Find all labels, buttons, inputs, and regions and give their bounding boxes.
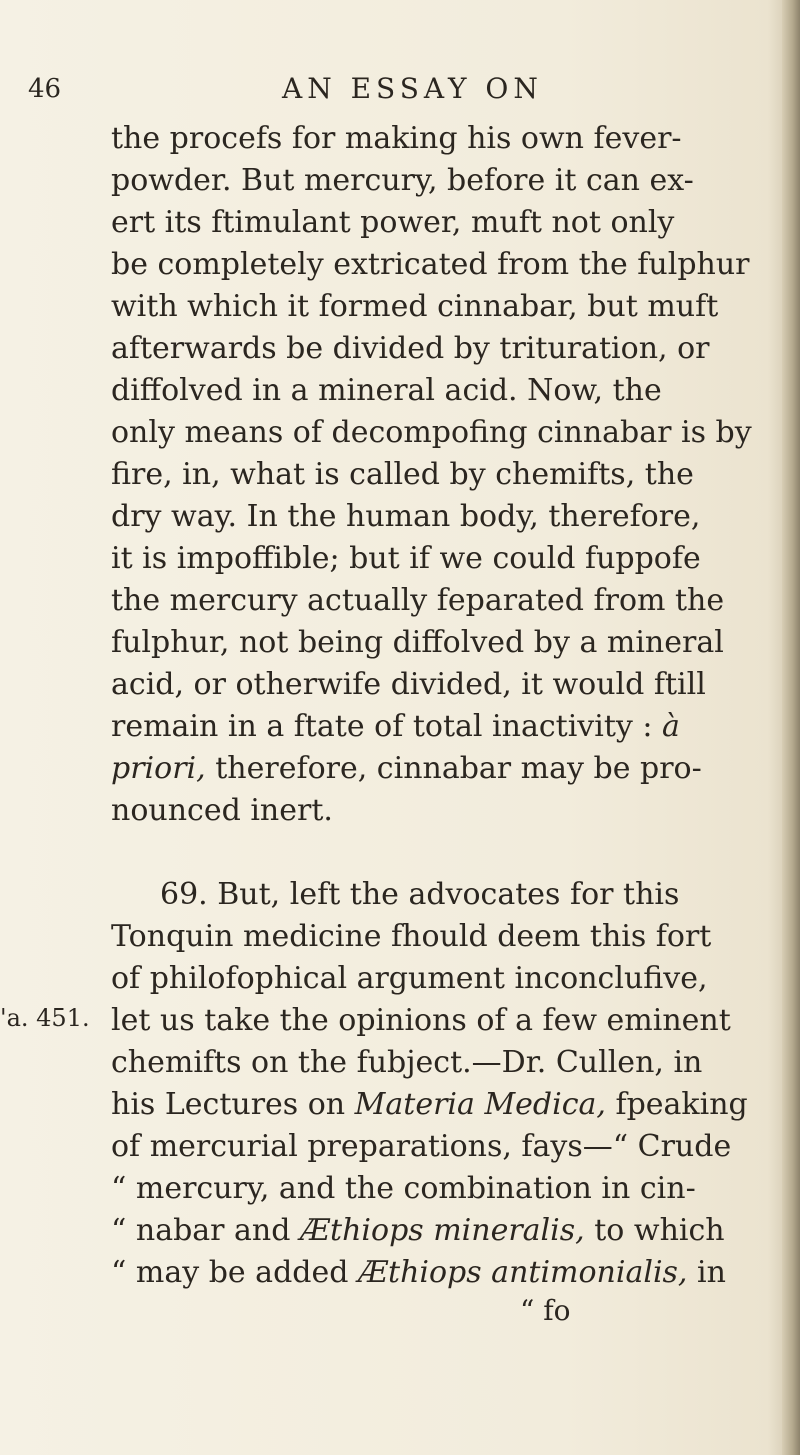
- text-fragment: his Lectures on: [111, 1087, 346, 1122]
- paragraph-start: 69. But, left the advocates for this: [160, 877, 680, 912]
- text-line: the mercury actually feparated from the: [111, 583, 725, 618]
- italic-fragment: Æthiops antimonialis,: [357, 1255, 688, 1290]
- text-line: be completely extricated from the fulphur: [111, 247, 750, 282]
- text-line: [111, 1252, 726, 1294]
- text-fragment: “ may be added: [111, 1255, 349, 1290]
- text-line: only means of decompofing cinnabar is by: [111, 415, 752, 450]
- text-line: of philofophical argument inconclufive,: [111, 961, 708, 996]
- text-fragment: fpeaking: [615, 1087, 748, 1122]
- text-line: chemifts on the fubject.—Dr. Cullen, in: [111, 1045, 703, 1080]
- italic-fragment: Materia Medica,: [354, 1087, 606, 1122]
- text-line: powder. But mercury, before it can ex-: [111, 163, 694, 198]
- text-line: fulphur, not being diffolved by a mineral: [111, 625, 724, 660]
- italic-fragment: à: [662, 709, 680, 744]
- text-line: afterwards be divided by trituration, or: [111, 331, 710, 366]
- text-line: ert its ftimulant power, muft not only: [111, 205, 675, 240]
- text-line: acid, or otherwife divided, it would ftill: [111, 667, 706, 702]
- text-line: “ mercury, and the combination in cin-: [111, 1171, 696, 1206]
- catchword: “ fo: [520, 1294, 571, 1327]
- text-line: of mercurial preparations, fays—“ Crude: [111, 1129, 732, 1164]
- text-line: dry way. In the human body, therefore,: [111, 499, 701, 534]
- text-line: nounced inert.: [111, 793, 333, 828]
- text-line: [111, 1084, 748, 1126]
- text-line: let us take the opinions of a few eminent: [111, 1003, 731, 1038]
- margin-note: 'a. 451.: [0, 1004, 90, 1032]
- text-fragment: “ nabar and: [111, 1213, 291, 1248]
- text-line: fire, in, what is called by chemifts, the: [111, 457, 694, 492]
- text-line: diffolved in a mineral acid. Now, the: [111, 373, 662, 408]
- text-fragment: remain in a ftate of total inactivity :: [111, 709, 653, 744]
- text-fragment: to which: [594, 1213, 725, 1248]
- text-fragment: therefore, cinnabar may be pro-: [215, 751, 702, 786]
- page-edge: [782, 0, 800, 1455]
- text-line: with which it formed cinnabar, but muft: [111, 289, 719, 324]
- text-line: [111, 748, 702, 790]
- page-number: 46: [28, 74, 62, 104]
- text-line: [111, 1210, 725, 1252]
- text-fragment: in: [697, 1255, 726, 1290]
- italic-fragment: priori,: [111, 751, 206, 786]
- text-line: [111, 706, 680, 748]
- text-line: Tonquin medicine fhould deem this fort: [111, 919, 712, 954]
- text-line: the procefs for making his own fever-: [111, 121, 682, 156]
- running-head: AN ESSAY ON: [282, 72, 543, 105]
- text-line: it is impoffible; but if we could fuppofe: [111, 541, 701, 576]
- italic-fragment: Æthiops mineralis,: [300, 1213, 585, 1248]
